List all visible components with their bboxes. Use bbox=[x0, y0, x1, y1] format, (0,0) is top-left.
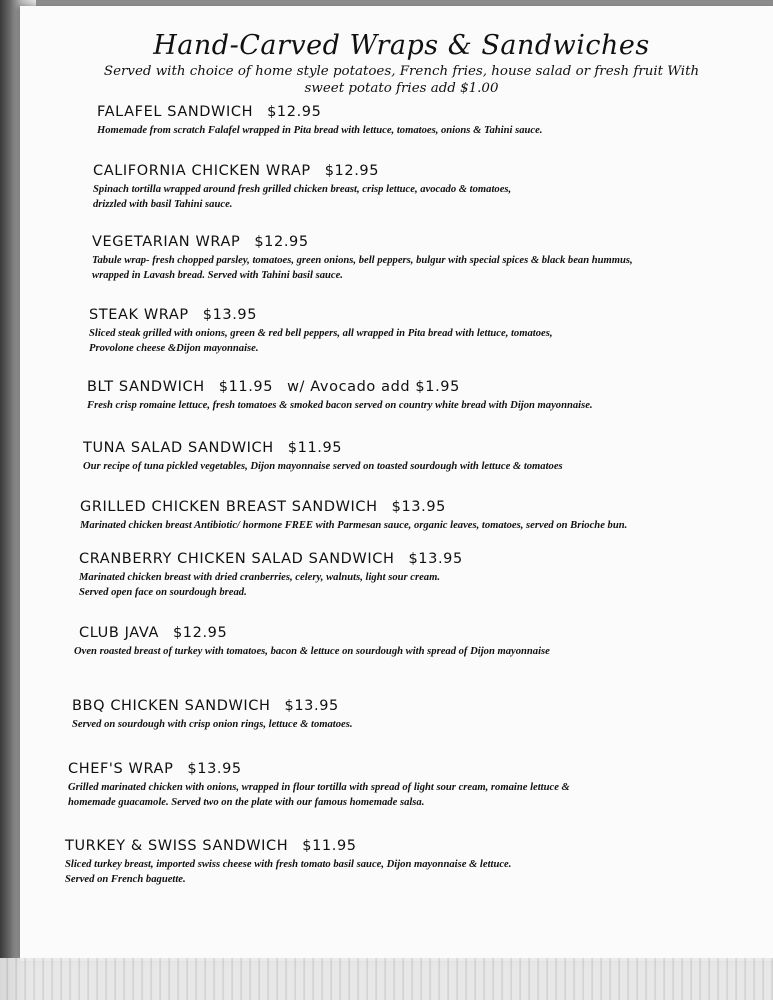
item-name: VEGETARIAN WRAP bbox=[92, 234, 241, 250]
item-description bbox=[93, 182, 511, 212]
menu-item bbox=[79, 551, 463, 600]
item-description-line: Marinated chicken breast with dried cranberries, celery, walnuts, light sour cream. bbox=[79, 572, 440, 583]
item-price: $12.95 bbox=[254, 234, 309, 250]
item-description-line: Tabule wrap- fresh chopped parsley, tomatoes, green onions, bell peppers, bulgur with special spices & black bean hummus, bbox=[92, 255, 633, 266]
item-description-line: Grilled marinated chicken with onions, wrapped in flour tortilla with spread of light sour cream, romaine lettuce & bbox=[68, 782, 570, 793]
menu-item bbox=[68, 761, 570, 810]
menu-header bbox=[0, 30, 773, 97]
item-description-line: Provolone cheese &Dijon mayonnaise. bbox=[89, 343, 259, 354]
menu-item bbox=[89, 307, 552, 356]
item-name: CALIFORNIA CHICKEN WRAP bbox=[93, 163, 311, 179]
item-name: TUNA SALAD SANDWICH bbox=[83, 440, 274, 456]
menu-item bbox=[93, 163, 511, 212]
item-price: $13.95 bbox=[408, 551, 463, 567]
item-description bbox=[65, 857, 511, 887]
item-price: $13.95 bbox=[187, 761, 242, 777]
item-description bbox=[80, 518, 627, 533]
item-description-line: drizzled with basil Tahini sauce. bbox=[93, 199, 233, 210]
item-description-line: wrapped in Lavash bread. Served with Tahini basil sauce. bbox=[92, 270, 343, 281]
item-price: $13.95 bbox=[202, 307, 258, 323]
item-price: $11.95 bbox=[287, 440, 343, 456]
menu-item bbox=[97, 104, 542, 138]
menu-subtitle bbox=[30, 63, 773, 97]
menu-subtitle-line: Served with choice of home style potatoes, French fries, house salad or fresh fruit With bbox=[103, 64, 700, 79]
item-name: BBQ CHICKEN SANDWICH bbox=[72, 698, 271, 714]
item-name: GRILLED CHICKEN BREAST SANDWICH bbox=[80, 499, 378, 515]
item-name: FALAFEL SANDWICH bbox=[97, 104, 254, 120]
scan-border-bottom bbox=[0, 958, 773, 1000]
item-description-line: Served open face on sourdough bread. bbox=[79, 587, 247, 598]
item-description-line: Sliced turkey breast, imported swiss cheese with fresh tomato basil sauce, Dijon mayonnaise & lettuce. bbox=[65, 859, 512, 870]
menu-item bbox=[83, 440, 563, 474]
item-description-line: Marinated chicken breast Antibiotic/ hormone FREE with Parmesan sauce, organic leaves, tomatoes, served on Brioche bun. bbox=[80, 520, 628, 531]
menu-item bbox=[92, 234, 633, 283]
item-price: $11.95 bbox=[302, 838, 357, 854]
item-description-line: Sliced steak grilled with onions, green & red bell peppers, all wrapped in Pita bread with lettuce, tomatoes, bbox=[89, 328, 553, 339]
item-name: STEAK WRAP bbox=[89, 307, 189, 323]
item-description bbox=[74, 644, 550, 659]
item-description-line: Homemade from scratch Falafel wrapped in Pita bread with lettuce, tomatoes, onions & Tahini sauce. bbox=[97, 125, 543, 136]
menu-item bbox=[65, 838, 511, 887]
item-name: CRANBERRY CHICKEN SALAD SANDWICH bbox=[79, 551, 395, 567]
item-addon: w/ Avocado add $1.95 bbox=[287, 379, 460, 395]
item-description bbox=[68, 780, 570, 810]
menu-item bbox=[80, 499, 627, 533]
menu-item bbox=[87, 379, 593, 413]
item-description bbox=[72, 717, 353, 732]
menu-page bbox=[20, 6, 773, 961]
item-description bbox=[79, 570, 463, 600]
item-price: $13.95 bbox=[391, 499, 446, 515]
item-name: CLUB JAVA bbox=[79, 625, 159, 641]
item-price: $13.95 bbox=[284, 698, 339, 714]
item-name: CHEF'S WRAP bbox=[68, 761, 174, 777]
menu-title: Hand-Carved Wraps & Sandwiches bbox=[153, 30, 650, 61]
item-name: TURKEY & SWISS SANDWICH bbox=[65, 838, 289, 854]
item-price: $12.95 bbox=[267, 104, 322, 120]
menu-item bbox=[72, 698, 353, 732]
item-price: $12.95 bbox=[324, 163, 380, 179]
item-description bbox=[89, 326, 552, 356]
item-price: $12.95 bbox=[172, 625, 228, 641]
item-description bbox=[87, 398, 593, 413]
item-name: BLT SANDWICH bbox=[87, 379, 205, 395]
item-description bbox=[92, 253, 633, 283]
item-description-line: Oven roasted breast of turkey with tomatoes, bacon & lettuce on sourdough with spread of Dijon mayonnaise bbox=[74, 646, 550, 657]
item-description-line: Our recipe of tuna pickled vegetables, Dijon mayonnaise served on toasted sourdough with lettuce & tomatoes bbox=[83, 461, 563, 472]
item-description-line: Spinach tortilla wrapped around fresh grilled chicken breast, crisp lettuce, avocado & tomatoes, bbox=[93, 184, 512, 195]
menu-item bbox=[74, 625, 550, 659]
item-description-line: Served on French baguette. bbox=[65, 874, 186, 885]
item-description-line: homemade guacamole. Served two on the plate with our famous homemade salsa. bbox=[68, 797, 425, 808]
item-description bbox=[97, 123, 542, 138]
item-description-line: Served on sourdough with crisp onion rings, lettuce & tomatoes. bbox=[72, 719, 353, 730]
menu-subtitle-line: sweet potato fries add $1.00 bbox=[304, 81, 499, 96]
item-price: $11.95 bbox=[218, 379, 274, 395]
item-description-line: Fresh crisp romaine lettuce, fresh tomatoes & smoked bacon served on country white bread with Dijon mayonnaise. bbox=[87, 400, 593, 411]
item-description bbox=[83, 459, 563, 474]
